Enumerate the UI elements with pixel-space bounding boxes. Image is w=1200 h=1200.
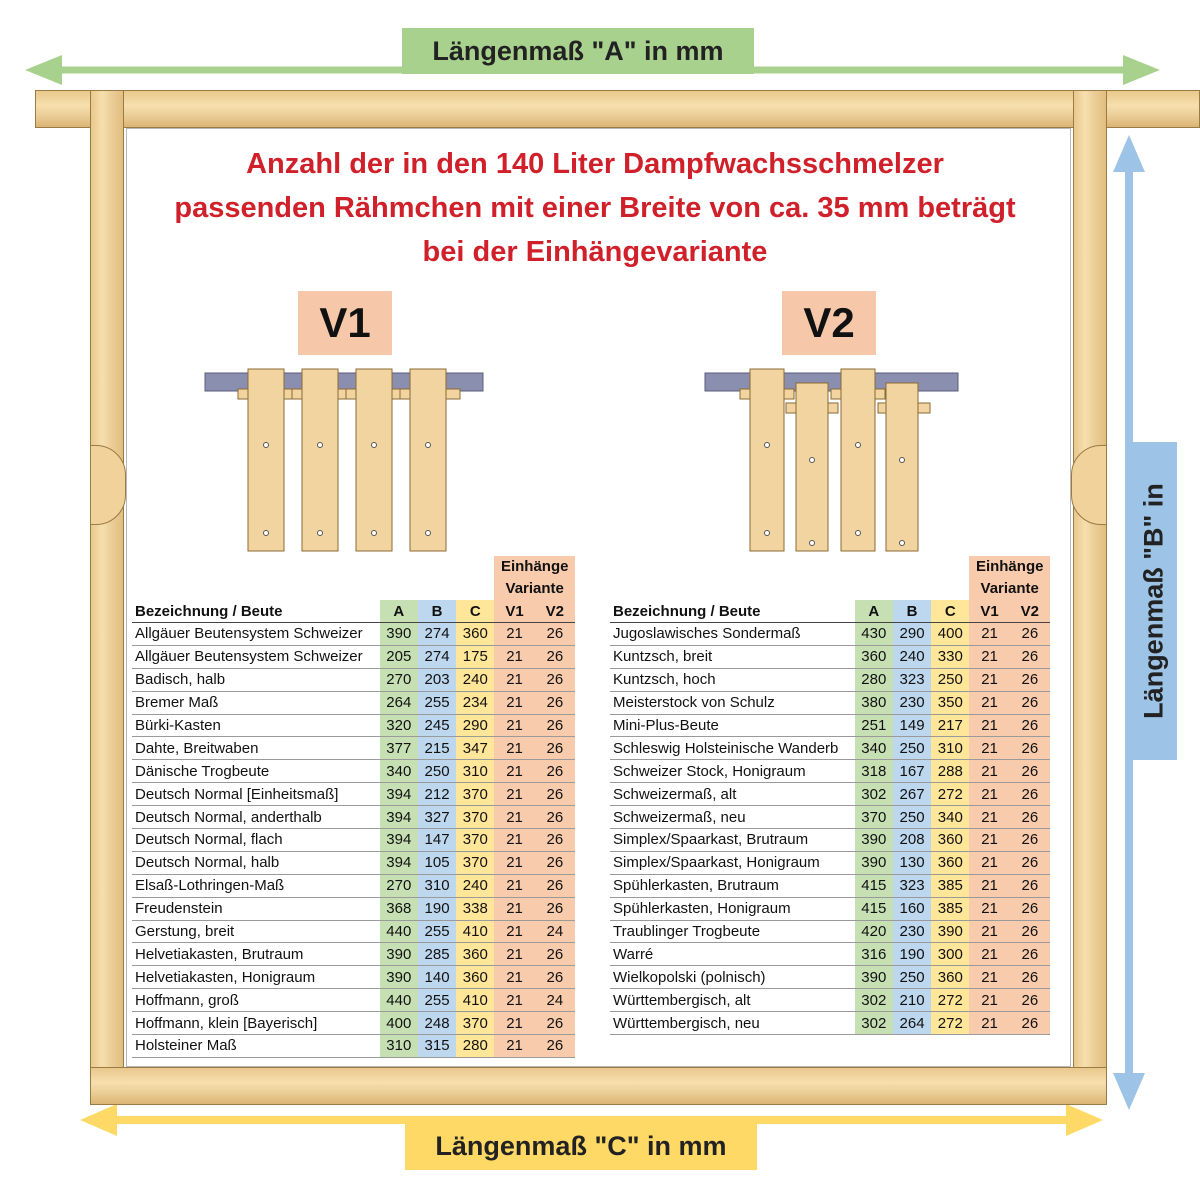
left-beuten-table — [132, 556, 575, 1058]
frame-top-bar — [35, 90, 1200, 128]
cell-name: Spühlerkasten, Brutraum — [610, 874, 855, 897]
left-table-body — [132, 623, 575, 1058]
cell-v1: 21 — [494, 897, 534, 920]
cell-v1: 21 — [969, 783, 1009, 806]
group-header-line1: Einhänge — [975, 558, 1044, 575]
cell-v1: 21 — [494, 966, 534, 989]
table-row — [132, 920, 575, 943]
table-row — [132, 829, 575, 852]
cell-v2: 26 — [535, 829, 575, 852]
cell-v2: 26 — [1010, 714, 1050, 737]
cell-v1: 21 — [969, 714, 1009, 737]
variant-v1-illustration — [200, 365, 490, 555]
cell-c: 338 — [456, 897, 494, 920]
cell-c: 272 — [931, 783, 969, 806]
cell-c: 340 — [931, 806, 969, 829]
cell-v2: 26 — [1010, 897, 1050, 920]
label-b — [1131, 442, 1177, 760]
cell-v1: 21 — [969, 1012, 1009, 1035]
cell-c: 385 — [931, 897, 969, 920]
cell-c: 385 — [931, 874, 969, 897]
cell-name: Dahte, Breitwaben — [132, 737, 380, 760]
cell-name: Allgäuer Beutensystem Schweizer — [132, 645, 380, 668]
table-row — [132, 897, 575, 920]
header-name: Bezeichnung / Beute — [610, 600, 855, 623]
cell-a: 440 — [380, 989, 418, 1012]
cell-a: 205 — [380, 645, 418, 668]
cell-v2: 26 — [535, 714, 575, 737]
cell-c: 300 — [931, 943, 969, 966]
cell-a: 394 — [380, 806, 418, 829]
cell-a: 390 — [855, 829, 893, 852]
cell-v1: 21 — [969, 737, 1009, 760]
cell-c: 217 — [931, 714, 969, 737]
cell-b: 255 — [418, 920, 456, 943]
cell-v2: 26 — [1010, 1012, 1050, 1035]
cell-v2: 26 — [1010, 966, 1050, 989]
cell-name: Deutsch Normal, flach — [132, 829, 380, 852]
cell-b: 245 — [418, 714, 456, 737]
cell-b: 274 — [418, 645, 456, 668]
cell-name: Dänische Trogbeute — [132, 760, 380, 783]
cell-v1: 21 — [969, 920, 1009, 943]
cell-c: 370 — [456, 783, 494, 806]
cell-name: Allgäuer Beutensystem Schweizer — [132, 623, 380, 646]
cell-v2: 26 — [535, 806, 575, 829]
cell-c: 370 — [456, 1012, 494, 1035]
cell-a: 320 — [380, 714, 418, 737]
cell-a: 302 — [855, 1012, 893, 1035]
cell-v2: 26 — [1010, 874, 1050, 897]
cell-b: 190 — [893, 943, 931, 966]
cell-b: 212 — [418, 783, 456, 806]
cell-v1: 21 — [494, 645, 534, 668]
table-row — [610, 645, 1050, 668]
cell-v1: 21 — [969, 874, 1009, 897]
cell-v1: 21 — [969, 966, 1009, 989]
cell-name: Bremer Maß — [132, 691, 380, 714]
group-header-line2: Variante — [505, 580, 564, 597]
cell-v2: 26 — [535, 760, 575, 783]
cell-v1: 21 — [494, 806, 534, 829]
table-row — [610, 943, 1050, 966]
cell-c: 360 — [456, 966, 494, 989]
cell-b: 310 — [418, 874, 456, 897]
cell-c: 350 — [931, 691, 969, 714]
table-row — [132, 737, 575, 760]
table-row — [132, 874, 575, 897]
cell-b: 190 — [418, 897, 456, 920]
cell-c: 175 — [456, 645, 494, 668]
cell-v1: 21 — [969, 668, 1009, 691]
cell-a: 420 — [855, 920, 893, 943]
cell-v1: 21 — [494, 874, 534, 897]
cell-a: 390 — [380, 966, 418, 989]
table-row — [610, 851, 1050, 874]
cell-c: 250 — [931, 668, 969, 691]
cell-a: 302 — [855, 989, 893, 1012]
cell-v2: 26 — [1010, 806, 1050, 829]
cell-c: 310 — [456, 760, 494, 783]
cell-b: 255 — [418, 691, 456, 714]
table-row — [610, 623, 1050, 646]
cell-a: 340 — [855, 737, 893, 760]
cell-c: 290 — [456, 714, 494, 737]
cell-a: 390 — [380, 623, 418, 646]
label-c: Längenmaß "C" in mm — [405, 1122, 757, 1170]
header-v1: V1 — [494, 600, 534, 623]
cell-b: 264 — [893, 1012, 931, 1035]
table-row — [132, 760, 575, 783]
cell-b: 255 — [418, 989, 456, 1012]
cell-b: 285 — [418, 943, 456, 966]
cell-a: 394 — [380, 851, 418, 874]
cell-b: 230 — [893, 691, 931, 714]
table-row — [132, 1012, 575, 1035]
cell-a: 380 — [855, 691, 893, 714]
cell-c: 360 — [931, 829, 969, 852]
table-row — [610, 1012, 1050, 1035]
right-beuten-table — [610, 556, 1050, 1035]
cell-v2: 26 — [1010, 691, 1050, 714]
cell-a: 360 — [855, 645, 893, 668]
table-row — [610, 829, 1050, 852]
cell-v2: 26 — [1010, 668, 1050, 691]
cell-v2: 26 — [535, 851, 575, 874]
cell-v1: 21 — [494, 783, 534, 806]
cell-v2: 26 — [535, 874, 575, 897]
cell-c: 370 — [456, 829, 494, 852]
table-row — [610, 966, 1050, 989]
label-b-text: Längenmaß "B" in — [1138, 483, 1169, 719]
cell-a: 270 — [380, 668, 418, 691]
cell-name: Mini-Plus-Beute — [610, 714, 855, 737]
cell-v1: 21 — [494, 623, 534, 646]
cell-b: 250 — [893, 966, 931, 989]
cell-a: 394 — [380, 829, 418, 852]
cell-v1: 21 — [969, 851, 1009, 874]
cell-v1: 21 — [494, 829, 534, 852]
table-row — [132, 623, 575, 646]
header-v1: V1 — [969, 600, 1009, 623]
cell-c: 360 — [456, 943, 494, 966]
cell-b: 208 — [893, 829, 931, 852]
cell-c: 370 — [456, 806, 494, 829]
cell-c: 240 — [456, 668, 494, 691]
cell-name: Kuntzsch, breit — [610, 645, 855, 668]
cell-b: 105 — [418, 851, 456, 874]
header-a: A — [855, 600, 893, 623]
cell-v1: 21 — [494, 920, 534, 943]
label-a: Längenmaß "A" in mm — [402, 28, 754, 74]
cell-b: 203 — [418, 668, 456, 691]
cell-a: 340 — [380, 760, 418, 783]
frame-left-post — [90, 90, 124, 1105]
cell-name: Spühlerkasten, Honigraum — [610, 897, 855, 920]
table-row — [132, 1035, 575, 1058]
table-row — [610, 920, 1050, 943]
cell-a: 400 — [380, 1012, 418, 1035]
cell-v2: 26 — [535, 1035, 575, 1058]
cell-name: Bürki-Kasten — [132, 714, 380, 737]
cell-c: 370 — [456, 851, 494, 874]
table-row — [610, 691, 1050, 714]
variant-v2-illustration — [700, 365, 965, 555]
cell-v1: 21 — [969, 645, 1009, 668]
cell-b: 327 — [418, 806, 456, 829]
cell-v1: 21 — [494, 714, 534, 737]
cell-a: 377 — [380, 737, 418, 760]
title-line-1: Anzahl der in den 140 Liter Dampfwachsschmelzer — [246, 148, 944, 180]
cell-v1: 21 — [494, 943, 534, 966]
cell-b: 215 — [418, 737, 456, 760]
cell-v2: 24 — [535, 920, 575, 943]
table-row — [132, 989, 575, 1012]
frame-right-spacer — [1071, 445, 1107, 525]
table-row — [610, 760, 1050, 783]
cell-name: Badisch, halb — [132, 668, 380, 691]
cell-v1: 21 — [494, 737, 534, 760]
cell-b: 167 — [893, 760, 931, 783]
cell-b: 160 — [893, 897, 931, 920]
cell-c: 360 — [931, 851, 969, 874]
header-a: A — [380, 600, 418, 623]
cell-name: Schleswig Holsteinische Wanderb — [610, 737, 855, 760]
cell-a: 280 — [855, 668, 893, 691]
cell-v1: 21 — [494, 1035, 534, 1058]
table-row — [132, 966, 575, 989]
cell-v1: 21 — [969, 897, 1009, 920]
table-row — [610, 783, 1050, 806]
table-row — [610, 737, 1050, 760]
cell-v2: 26 — [1010, 829, 1050, 852]
header-c: C — [931, 600, 969, 623]
cell-v1: 21 — [494, 851, 534, 874]
cell-v1: 21 — [969, 989, 1009, 1012]
cell-c: 347 — [456, 737, 494, 760]
cell-a: 318 — [855, 760, 893, 783]
cell-c: 400 — [931, 623, 969, 646]
table-row — [132, 645, 575, 668]
cell-b: 230 — [893, 920, 931, 943]
cell-name: Hoffmann, groß — [132, 989, 380, 1012]
table-row — [132, 668, 575, 691]
cell-name: Freudenstein — [132, 897, 380, 920]
cell-c: 330 — [931, 645, 969, 668]
cell-v2: 26 — [535, 783, 575, 806]
cell-v1: 21 — [969, 943, 1009, 966]
table-row — [132, 783, 575, 806]
cell-v1: 21 — [969, 760, 1009, 783]
cell-v1: 21 — [969, 806, 1009, 829]
cell-v1: 21 — [969, 623, 1009, 646]
frame-bottom-bar — [90, 1067, 1107, 1105]
cell-b: 323 — [893, 668, 931, 691]
cell-a: 370 — [855, 806, 893, 829]
cell-v1: 21 — [494, 691, 534, 714]
cell-b: 240 — [893, 645, 931, 668]
cell-v2: 26 — [1010, 645, 1050, 668]
cell-name: Württembergisch, neu — [610, 1012, 855, 1035]
cell-name: Elsaß-Lothringen-Maß — [132, 874, 380, 897]
cell-a: 415 — [855, 874, 893, 897]
cell-name: Holsteiner Maß — [132, 1035, 380, 1058]
cell-name: Simplex/Spaarkast, Honigraum — [610, 851, 855, 874]
cell-v2: 26 — [1010, 783, 1050, 806]
cell-b: 250 — [893, 806, 931, 829]
cell-v2: 26 — [535, 645, 575, 668]
cell-b: 290 — [893, 623, 931, 646]
variant-v2-badge: V2 — [782, 291, 876, 355]
cell-a: 394 — [380, 783, 418, 806]
table-row — [610, 897, 1050, 920]
cell-name: Deutsch Normal, anderthalb — [132, 806, 380, 829]
cell-v1: 21 — [494, 1012, 534, 1035]
cell-a: 251 — [855, 714, 893, 737]
cell-c: 390 — [931, 920, 969, 943]
table-row — [610, 806, 1050, 829]
cell-c: 310 — [931, 737, 969, 760]
table-row — [610, 989, 1050, 1012]
cell-c: 410 — [456, 920, 494, 943]
cell-a: 390 — [855, 966, 893, 989]
table-row — [610, 874, 1050, 897]
table-row — [132, 806, 575, 829]
header-c: C — [456, 600, 494, 623]
cell-v2: 24 — [535, 989, 575, 1012]
cell-a: 270 — [380, 874, 418, 897]
cell-v2: 26 — [535, 943, 575, 966]
frame-right-post — [1073, 90, 1107, 1105]
cell-b: 210 — [893, 989, 931, 1012]
cell-v2: 26 — [535, 668, 575, 691]
cell-name: Schweizermaß, alt — [610, 783, 855, 806]
cell-v2: 26 — [535, 897, 575, 920]
cell-v1: 21 — [494, 989, 534, 1012]
table-row — [610, 668, 1050, 691]
cell-b: 130 — [893, 851, 931, 874]
cell-v2: 26 — [1010, 920, 1050, 943]
header-b: B — [893, 600, 931, 623]
header-name: Bezeichnung / Beute — [132, 600, 380, 623]
cell-b: 274 — [418, 623, 456, 646]
table-row — [132, 851, 575, 874]
cell-name: Simplex/Spaarkast, Brutraum — [610, 829, 855, 852]
cell-b: 140 — [418, 966, 456, 989]
cell-v2: 26 — [1010, 623, 1050, 646]
cell-name: Kuntzsch, hoch — [610, 668, 855, 691]
cell-a: 390 — [855, 851, 893, 874]
cell-v1: 21 — [494, 668, 534, 691]
cell-a: 316 — [855, 943, 893, 966]
cell-a: 368 — [380, 897, 418, 920]
cell-name: Hoffmann, klein [Bayerisch] — [132, 1012, 380, 1035]
cell-a: 390 — [380, 943, 418, 966]
cell-name: Wielkopolski (polnisch) — [610, 966, 855, 989]
cell-a: 415 — [855, 897, 893, 920]
cell-v2: 26 — [1010, 760, 1050, 783]
cell-c: 234 — [456, 691, 494, 714]
cell-v2: 26 — [1010, 943, 1050, 966]
cell-c: 272 — [931, 1012, 969, 1035]
cell-name: Jugoslawisches Sondermaß — [610, 623, 855, 646]
title-line-2: passenden Rähmchen mit einer Breite von ca. 35 mm beträgt — [174, 192, 1016, 224]
cell-v2: 26 — [535, 623, 575, 646]
cell-v2: 26 — [535, 737, 575, 760]
cell-name: Traublinger Trogbeute — [610, 920, 855, 943]
cell-v2: 26 — [535, 1012, 575, 1035]
cell-c: 360 — [456, 623, 494, 646]
cell-c: 240 — [456, 874, 494, 897]
cell-name: Schweizermaß, neu — [610, 806, 855, 829]
cell-c: 410 — [456, 989, 494, 1012]
cell-name: Meisterstock von Schulz — [610, 691, 855, 714]
cell-name: Helvetiakasten, Honigraum — [132, 966, 380, 989]
page-title — [130, 142, 1060, 274]
header-v2: V2 — [535, 600, 575, 623]
table-row — [610, 714, 1050, 737]
cell-b: 147 — [418, 829, 456, 852]
cell-b: 315 — [418, 1035, 456, 1058]
title-line-3: bei der Einhängevariante — [422, 236, 768, 268]
cell-b: 323 — [893, 874, 931, 897]
cell-v2: 26 — [1010, 737, 1050, 760]
cell-a: 430 — [855, 623, 893, 646]
group-header-line2: Variante — [980, 580, 1039, 597]
cell-v2: 26 — [535, 691, 575, 714]
variant-v1-badge: V1 — [298, 291, 392, 355]
cell-a: 264 — [380, 691, 418, 714]
table-row — [132, 943, 575, 966]
cell-v2: 26 — [535, 966, 575, 989]
cell-name: Württembergisch, alt — [610, 989, 855, 1012]
cell-a: 440 — [380, 920, 418, 943]
cell-name: Deutsch Normal [Einheitsmaß] — [132, 783, 380, 806]
cell-name: Gerstung, breit — [132, 920, 380, 943]
cell-v2: 26 — [1010, 851, 1050, 874]
cell-b: 250 — [418, 760, 456, 783]
cell-b: 149 — [893, 714, 931, 737]
group-header-line1: Einhänge — [500, 558, 569, 575]
cell-b: 248 — [418, 1012, 456, 1035]
cell-v1: 21 — [494, 760, 534, 783]
cell-c: 360 — [931, 966, 969, 989]
cell-a: 310 — [380, 1035, 418, 1058]
table-row — [132, 714, 575, 737]
cell-a: 302 — [855, 783, 893, 806]
cell-name: Warré — [610, 943, 855, 966]
cell-c: 272 — [931, 989, 969, 1012]
cell-b: 267 — [893, 783, 931, 806]
cell-v1: 21 — [969, 691, 1009, 714]
table-row — [132, 691, 575, 714]
cell-v2: 26 — [1010, 989, 1050, 1012]
cell-v1: 21 — [969, 829, 1009, 852]
header-b: B — [418, 600, 456, 623]
right-table-body — [610, 623, 1050, 1035]
cell-c: 280 — [456, 1035, 494, 1058]
cell-name: Deutsch Normal, halb — [132, 851, 380, 874]
cell-name: Schweizer Stock, Honigraum — [610, 760, 855, 783]
cell-b: 250 — [893, 737, 931, 760]
cell-name: Helvetiakasten, Brutraum — [132, 943, 380, 966]
cell-c: 288 — [931, 760, 969, 783]
header-v2: V2 — [1010, 600, 1050, 623]
